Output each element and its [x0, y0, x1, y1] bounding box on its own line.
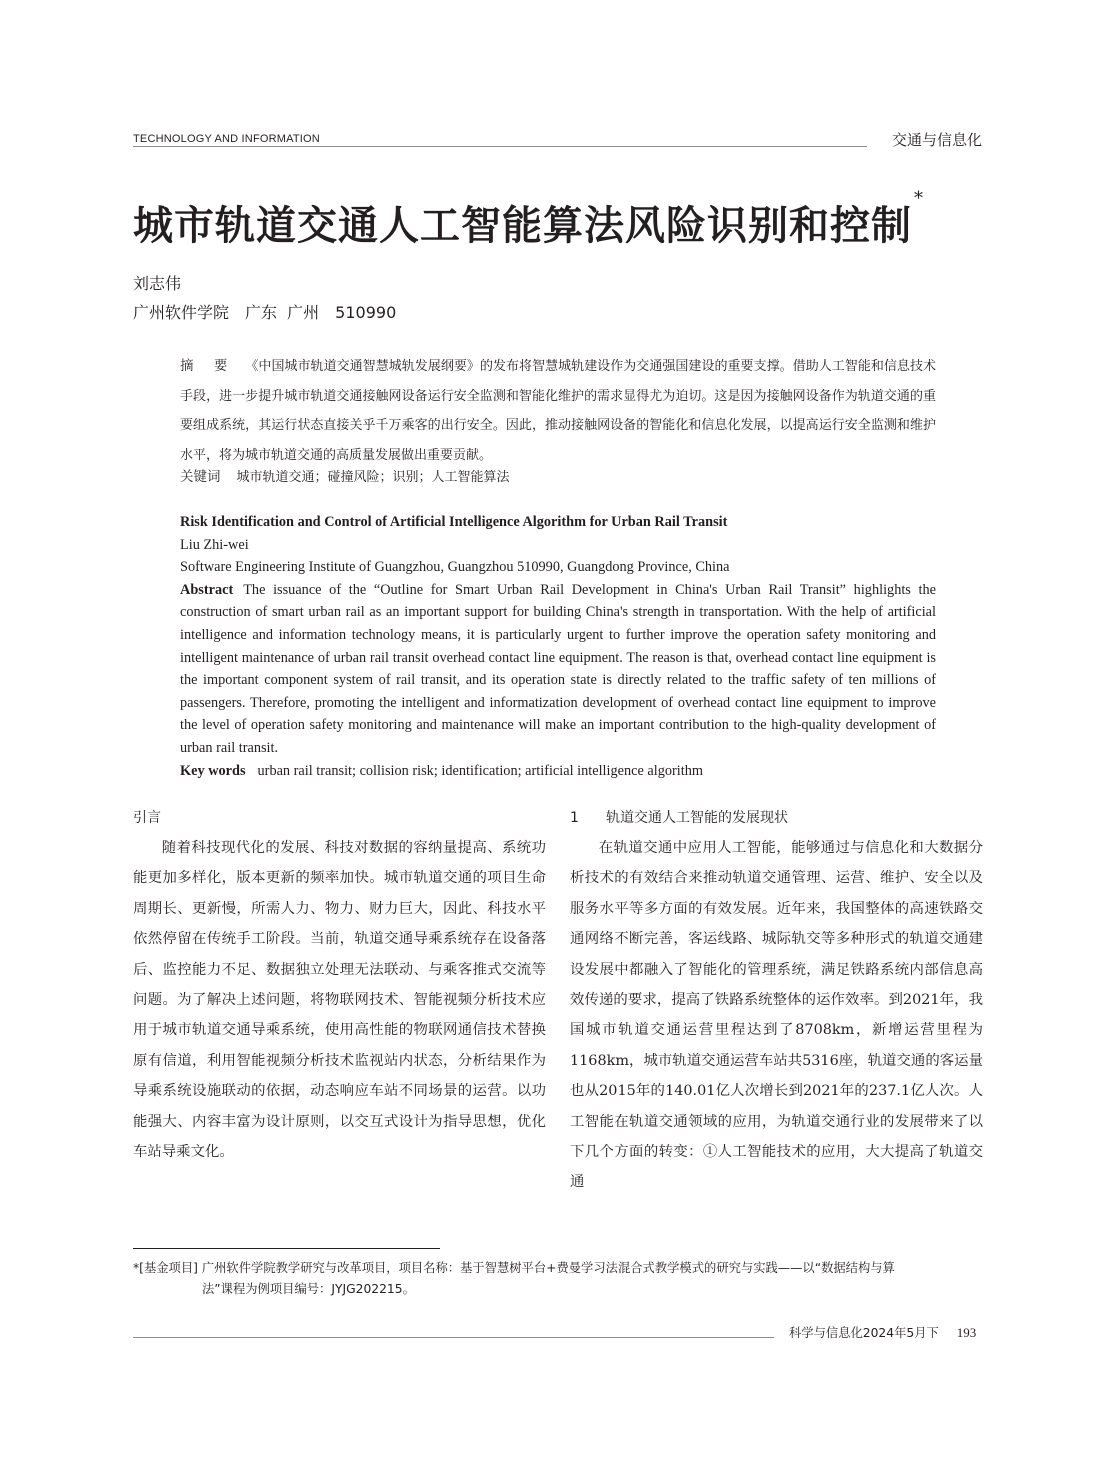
- english-keywords-label: Key words: [180, 762, 246, 779]
- left-column: [133, 807, 546, 1167]
- keywords-cn: [180, 465, 510, 485]
- author-name: 刘志伟: [133, 274, 182, 293]
- abstract-cn-text: 《中国城市轨道交通智慧城轨发展纲要》的发布将智慧城轨建设作为交通强国建设的重要支撑。借助人工智能和信息技术手段，进一步提升城市轨道交通接触网设备运行安全监测和智能化维护的需求显得尤为迫切。这是因为接触网设备作为轨道交通的重要组成系统，其运行状态直接关乎千万乘客的出行安全。因此，推动接触网设备的智能化和信息化发展，以提高运行安全监测和维护水平，将为城市轨道交通的高质量发展做出重要贡献。: [180, 359, 936, 463]
- footnote-rule: [133, 1248, 440, 1249]
- footer-rule: [133, 1337, 774, 1338]
- paper-title-text: 城市轨道交通人工智能算法风险识别和控制: [133, 202, 912, 249]
- running-header-cn: 交通与信息化: [891, 131, 982, 149]
- footnote-line-1: *[基金项目] 广州软件学院教学研究与改革项目，项目名称：基于智慧树平台+费曼学习法混合式教学模式的研究与实践——以“数据结构与算: [133, 1261, 895, 1275]
- author-affiliation: 广州软件学院 广东 广州 510990: [133, 303, 397, 322]
- english-author: Liu Zhi-wei: [180, 536, 249, 553]
- english-affiliation: Software Engineering Institute of Guangzhou, Guangzhou 510990, Guangdong Province, China: [180, 559, 730, 576]
- english-abstract: [180, 579, 936, 760]
- section-1-body: 在轨道交通中应用人工智能，能够通过与信息化和大数据分析技术的有效结合来推动轨道交通管理、运营、维护、安全以及服务水平等多方面的有效发展。近年来，我国整体的高速铁路交通网络不断完善，客运线路、城际轨交等多种形式的轨道交通建设发展中都融入了智能化的管理系统，满足铁路系统内部信息高效传递的要求，提高了铁路系统整体的运作效率。到2021年，我国城市轨道交通运营里程达到了8708km，新增运营里程为1168km，城市轨道交通运营车站共5316座，轨道交通的客运量也从2015年的140.01亿人次增长到2021年的237.1亿人次。人工智能在轨道交通领域的应用，为轨道交通行业的发展带来了以下几个方面的转变：①人工智能技术的应用，大大提高了轨道交通: [570, 840, 983, 1191]
- english-abstract-block: [180, 511, 936, 782]
- running-header-en: TECHNOLOGY AND INFORMATION: [133, 133, 320, 145]
- abstract-cn-label: 摘 要: [180, 358, 236, 374]
- paper-title: [133, 188, 924, 251]
- english-title: Risk Identification and Control of Artificial Intelligence Algorithm for Urban Rail Transit: [180, 514, 728, 530]
- footnote-line-2: 法”课程为例项目编号：JYJG202215。: [202, 1282, 415, 1296]
- english-keywords-text: urban rail transit; collision risk; identification; artificial intelligence algorithm: [257, 762, 703, 779]
- section-heading-text: 轨道交通人工智能的发展现状: [606, 810, 788, 826]
- footer-journal: 科学与信息化2024年5月下: [789, 1326, 939, 1340]
- right-column: [570, 807, 983, 1198]
- english-keywords: [180, 760, 936, 783]
- section-heading-introduction: 引言: [133, 810, 161, 826]
- english-abstract-label: Abstract: [180, 581, 234, 598]
- section-number: 1: [570, 810, 579, 826]
- page-number: 193: [956, 1325, 977, 1340]
- abstract-cn: [180, 352, 936, 470]
- funding-footnote: [133, 1258, 983, 1300]
- english-abstract-text: The issuance of the “Outline for Smart Urban Rail Development in China's Urban Rail Transit” highlights the construction of smart urban rail as an important support for building China's strength in transportation. With the help of artificial intelligence and information technology means, it is particularly urgent to further improve the operation safety monitoring and intelligent maintenance of urban rail transit overhead contact line equipment. The reason is that, overhead contact line equipment is the important component system of rail transit, and its operation state is directly related to the traffic safety of ten millions of passengers. Therefore, promoting the intelligent and informatization development of overhead contact line equipment to improve the level of operation safety monitoring and maintenance will make an important contribution to the high-quality development of urban rail transit.: [180, 581, 936, 756]
- header-rule: [133, 146, 867, 147]
- keywords-cn-label: 关键词: [180, 469, 221, 485]
- introduction-body: 随着科技现代化的发展、科技对数据的容纳量提高、系统功能更加多样化，版本更新的频率加快。城市轨道交通的项目生命周期长、更新慢，所需人力、物力、财力巨大，因此、科技水平依然停留在传统手工阶段。当前，轨道交通导乘系统存在设备落后、监控能力不足、数据独立处理无法联动、与乘客推式交流等问题。为了解决上述问题，将物联网技术、智能视频分析技术应用于城市轨道交通导乘系统，使用高性能的物联网通信技术替换原有信道，利用智能视频分析技术监视站内状态，分析结果作为导乘系统设施联动的依据，动态响应车站不同场景的运营。以功能强大、内容丰富为设计原则，以交互式设计为指导思想，优化车站导乘文化。: [133, 840, 546, 1161]
- section-heading-1: [570, 807, 983, 829]
- title-footnote-mark: *: [914, 188, 924, 209]
- keywords-cn-text: 城市轨道交通；碰撞风险；识别；人工智能算法: [236, 470, 510, 485]
- page-footer: [789, 1323, 976, 1341]
